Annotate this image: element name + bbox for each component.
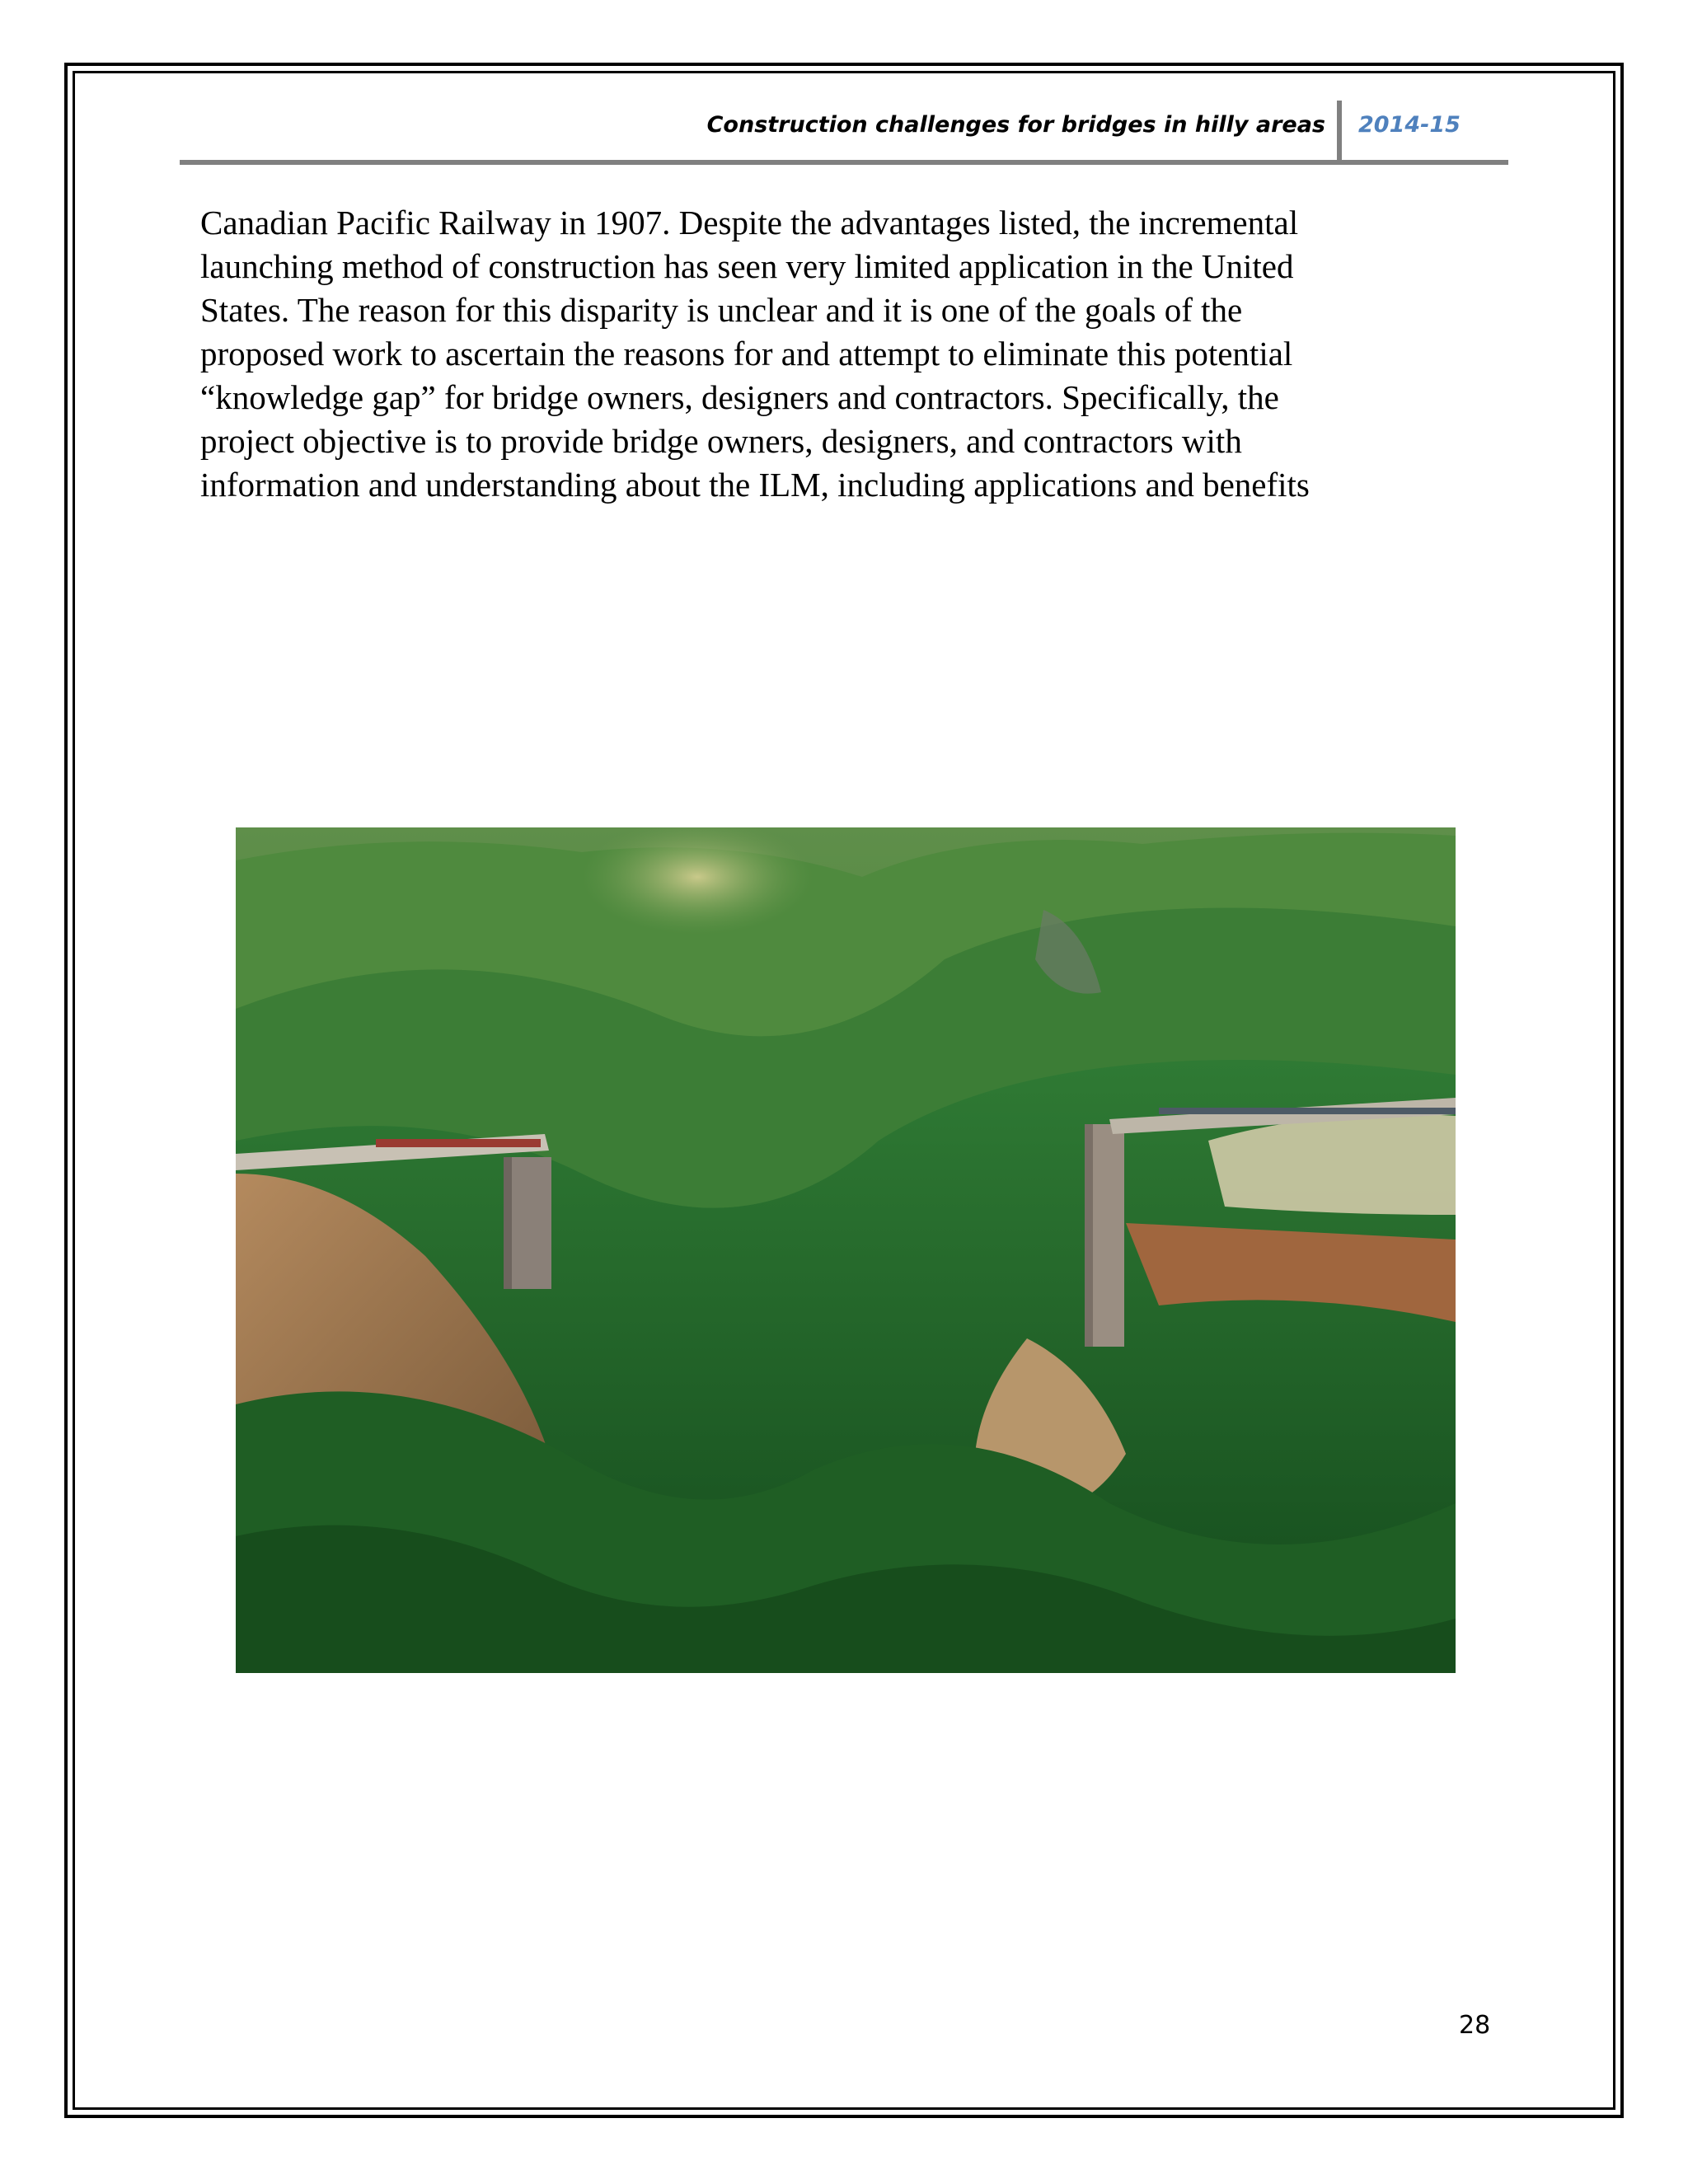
body-paragraph [200,201,1486,507]
body-line: “knowledge gap” for bridge owners, designers and contractors. Specifically, the [200,378,1279,416]
body-line: information and understanding about the ILM, including applications and benefits [200,466,1310,504]
header-separator [1337,101,1342,162]
running-header [180,97,1508,163]
bridge-photo [236,827,1456,1673]
header-year: 2014-15 [1358,112,1461,138]
body-line: States. The reason for this disparity is unclear and it is one of the goals of the [200,291,1243,329]
body-line: project objective is to provide bridge owners, designers, and contractors with [200,422,1242,460]
body-line: launching method of construction has seen very limited application in the United [200,247,1294,285]
page-number: 28 [1459,2011,1491,2040]
body-line: Canadian Pacific Railway in 1907. Despite the advantages listed, the incremental [200,204,1299,241]
header-title: Construction challenges for bridges in hilly areas [706,112,1325,138]
bridge-photo-illustration [236,827,1456,1673]
body-line: proposed work to ascertain the reasons for and attempt to eliminate this potential [200,335,1293,373]
header-rule [180,160,1508,165]
